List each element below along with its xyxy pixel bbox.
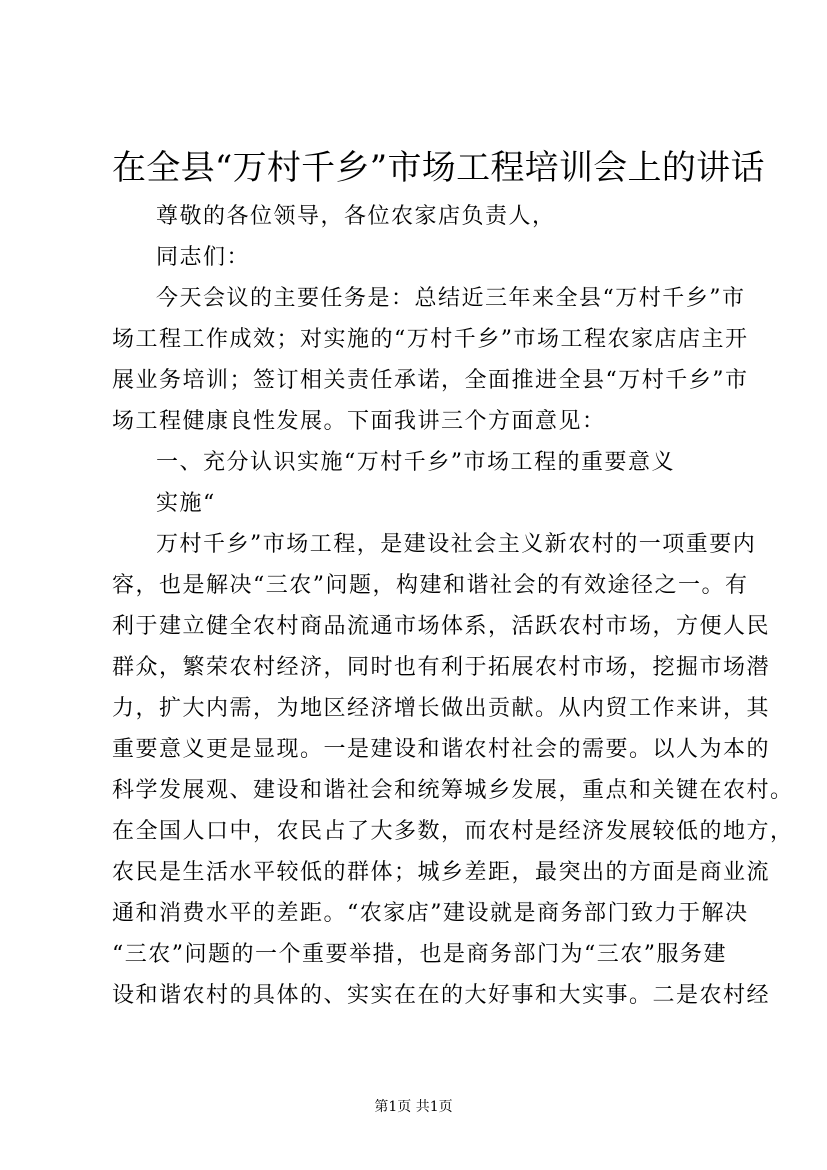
- body-line: “三农”问题的一个重要举措，也是商务部门为“三农”服务建: [112, 942, 727, 967]
- body-line: 场工程健康良性发展。下面我讲三个方面意见：: [112, 409, 606, 434]
- body-line: 力，扩大内需，为地区经济增长做出贡献。从内贸工作来讲，其: [112, 696, 771, 721]
- body-line: 群众，繁荣农村经济，同时也有利于拓展农村市场，挖掘市场潜: [112, 655, 771, 680]
- body-line: 场工程工作成效；对实施的“万村千乡”市场工程农家店店主开: [112, 327, 749, 352]
- document-body: [112, 196, 794, 1016]
- body-line: 设和谐农村的具体的、实实在在的大好事和大实事。二是农村经: [112, 983, 771, 1008]
- body-line: 农民是生活水平较低的群体；城乡差距，最突出的方面是商业流: [112, 860, 771, 885]
- body-line: 今天会议的主要任务是：总结近三年来全县“万村千乡”市: [156, 286, 746, 311]
- body-line: 尊敬的各位领导，各位农家店负责人，: [156, 204, 556, 229]
- body-line: 通和消费水平的差距。“农家店”建设就是商务部门致力于解决: [112, 901, 749, 926]
- body-line: 同志们：: [156, 245, 251, 270]
- body-line: 展业务培训；签订相关责任承诺，全面推进全县“万村千乡”市: [112, 368, 749, 393]
- body-line: 容，也是解决“三农”问题，构建和谐社会的有效途径之一。有: [112, 573, 749, 598]
- page-footer: 第1页 共1页: [374, 1099, 453, 1115]
- section-heading: 一、充分认识实施“万村千乡”市场工程的重要意义: [156, 450, 675, 475]
- body-line: 重要意义更是显现。一是建设和谐农村社会的需要。以人为本的: [112, 737, 771, 762]
- body-line: 科学发展观、建设和谐社会和统筹城乡发展，重点和关键在农村。: [112, 778, 794, 803]
- body-line: 万村千乡”市场工程，是建设社会主义新农村的一项重要内: [156, 532, 757, 557]
- body-line: 利于建立健全农村商品流通市场体系，活跃农村市场，方便人民: [112, 614, 771, 639]
- body-line: 在全国人口中，农民占了大多数，而农村是经济发展较低的地方，: [112, 819, 794, 844]
- body-line: 实施“: [156, 491, 216, 516]
- document-title: 在全县“万村千乡”市场工程培训会上的讲话: [112, 148, 765, 188]
